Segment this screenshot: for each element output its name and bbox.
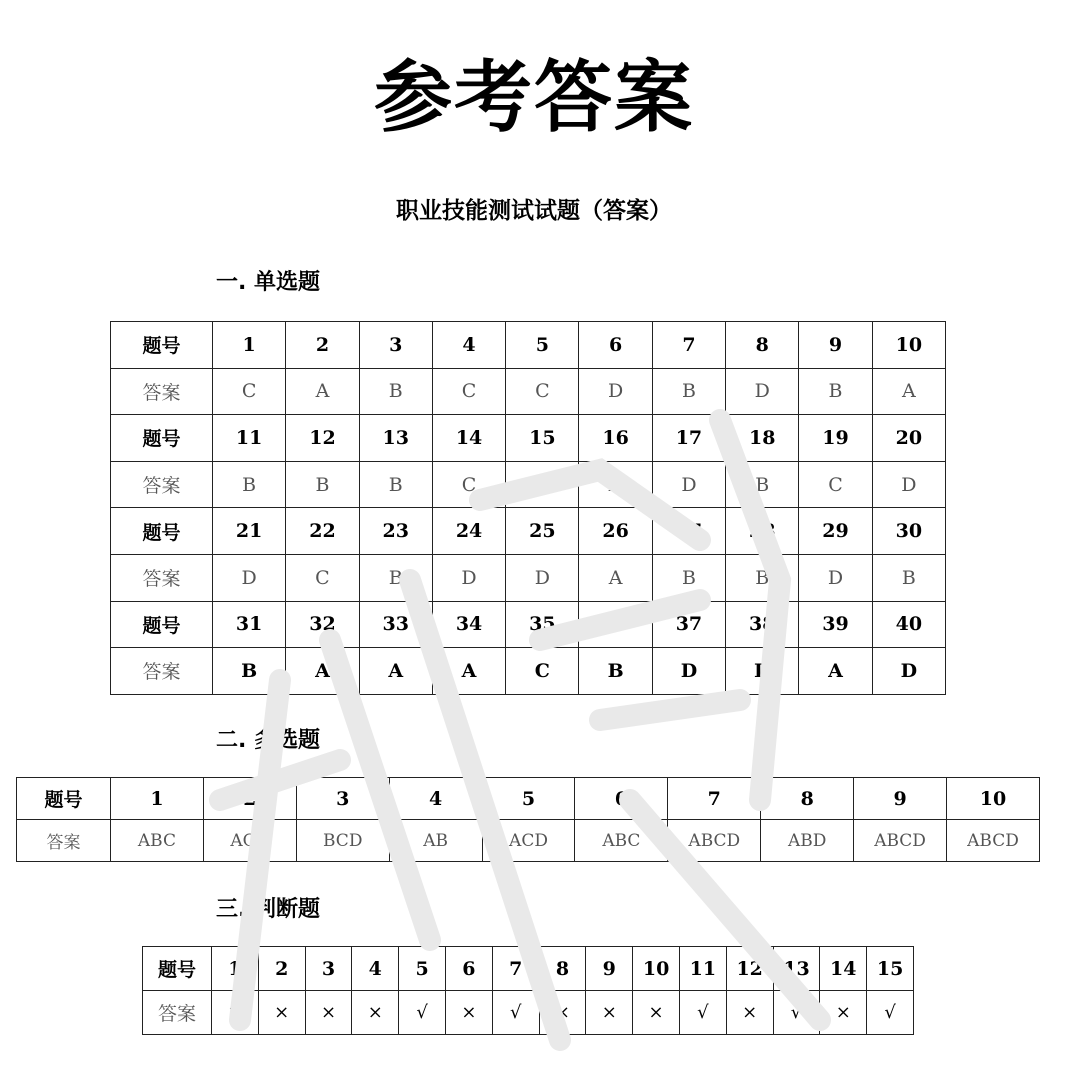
answer-cell: × [539, 991, 586, 1035]
answer-cell: A [872, 368, 945, 415]
question-number-cell: 40 [872, 601, 945, 648]
question-number-label: 题号 [111, 415, 213, 462]
answer-label: 答案 [143, 991, 212, 1035]
question-number-cell: 25 [506, 508, 579, 555]
answer-cell: √ [492, 991, 539, 1035]
answer-cell: C [506, 648, 579, 695]
answer-label: 答案 [111, 648, 213, 695]
answer-cell: ABCD [947, 820, 1040, 862]
question-number-cell: 8 [539, 947, 586, 991]
question-number-cell: 12 [286, 415, 359, 462]
question-number-cell: 34 [432, 601, 505, 648]
answer-cell: C [506, 368, 579, 415]
answer-cell: D [506, 554, 579, 601]
answer-cell: D [726, 648, 799, 695]
question-number-cell: 4 [389, 778, 482, 820]
question-number-cell: 10 [633, 947, 680, 991]
question-number-cell: 39 [799, 601, 872, 648]
table-row [143, 947, 914, 991]
question-number-cell: 24 [432, 508, 505, 555]
question-number-cell: 3 [305, 947, 352, 991]
answer-cell: ACD [482, 820, 575, 862]
question-number-cell: 19 [799, 415, 872, 462]
answer-cell: A [579, 461, 652, 508]
table-row [111, 322, 946, 369]
answer-cell: ABCD [668, 820, 761, 862]
answer-cell: B [799, 368, 872, 415]
question-number-cell: 3 [359, 322, 432, 369]
answer-cell: BCD [296, 820, 389, 862]
answer-label: 答案 [17, 820, 111, 862]
question-number-cell: 36 [579, 601, 652, 648]
answer-cell: ABD [761, 820, 854, 862]
answer-cell: × [586, 991, 633, 1035]
question-number-cell: 13 [359, 415, 432, 462]
page-title: 参考答案 [373, 53, 694, 143]
question-number-cell: 7 [652, 322, 725, 369]
question-number-cell: 14 [432, 415, 505, 462]
question-number-cell: 30 [872, 508, 945, 555]
question-number-cell: 5 [399, 947, 446, 991]
question-number-cell: 13 [773, 947, 820, 991]
question-number-label: 题号 [111, 508, 213, 555]
single-choice-table [110, 321, 946, 695]
table-row [111, 648, 946, 695]
table-row [111, 461, 946, 508]
answer-cell: × [212, 991, 259, 1035]
answer-cell: × [726, 991, 773, 1035]
answer-cell: B [213, 648, 286, 695]
question-number-cell: 4 [352, 947, 399, 991]
question-number-cell: 6 [575, 778, 668, 820]
answer-cell: ABC [111, 820, 204, 862]
question-number-cell: 23 [359, 508, 432, 555]
answer-cell: A [359, 648, 432, 695]
table-row [17, 778, 1040, 820]
answer-cell: A [799, 648, 872, 695]
question-number-cell: 22 [286, 508, 359, 555]
answer-cell: B [579, 648, 652, 695]
question-number-cell: 15 [506, 415, 579, 462]
question-number-cell: 4 [432, 322, 505, 369]
question-number-cell: 7 [668, 778, 761, 820]
section-true-false-heading: 三. 判断题 [216, 897, 321, 922]
section-multiple-choice-heading: 二. 多选题 [216, 728, 321, 753]
question-number-cell: 11 [679, 947, 726, 991]
question-number-cell: 9 [854, 778, 947, 820]
answer-cell: B [359, 368, 432, 415]
question-number-cell: 6 [579, 322, 652, 369]
question-number-cell: 8 [761, 778, 854, 820]
question-number-cell: 10 [947, 778, 1040, 820]
answer-cell: D [652, 461, 725, 508]
answer-cell: A [286, 648, 359, 695]
answer-label: 答案 [111, 368, 213, 415]
question-number-cell: 29 [799, 508, 872, 555]
answer-cell: √ [399, 991, 446, 1035]
answer-cell: B [872, 554, 945, 601]
question-number-cell: 37 [652, 601, 725, 648]
true-false-table [142, 946, 914, 1035]
document-subtitle: 职业技能测试试题（答案） [396, 198, 672, 224]
question-number-cell: 28 [726, 508, 799, 555]
question-number-cell: 15 [867, 947, 914, 991]
answer-cell: × [352, 991, 399, 1035]
question-number-cell: 1 [212, 947, 259, 991]
answer-cell: B [652, 554, 725, 601]
question-number-cell: 10 [872, 322, 945, 369]
table-row [17, 820, 1040, 862]
answer-cell: √ [679, 991, 726, 1035]
answer-cell: ACD [203, 820, 296, 862]
answer-cell: B [359, 554, 432, 601]
answer-cell: D [799, 554, 872, 601]
answer-cell: × [445, 991, 492, 1035]
question-number-cell: 27 [652, 508, 725, 555]
question-number-cell: 17 [652, 415, 725, 462]
question-number-cell: 38 [726, 601, 799, 648]
answer-cell: ABC [575, 820, 668, 862]
question-number-cell: 14 [820, 947, 867, 991]
answer-cell: D [213, 554, 286, 601]
answer-cell: D [432, 554, 505, 601]
answer-cell: C [799, 461, 872, 508]
section-single-choice-heading: 一. 单选题 [216, 270, 321, 295]
answer-cell: B [652, 368, 725, 415]
question-number-cell: 32 [286, 601, 359, 648]
question-number-cell: 18 [726, 415, 799, 462]
answer-cell: A [432, 648, 505, 695]
question-number-cell: 9 [586, 947, 633, 991]
answer-cell: × [305, 991, 352, 1035]
question-number-label: 题号 [111, 601, 213, 648]
answer-cell: A [579, 554, 652, 601]
question-number-cell: 2 [286, 322, 359, 369]
answer-cell: √ [867, 991, 914, 1035]
answer-cell: C [432, 368, 505, 415]
question-number-cell: 33 [359, 601, 432, 648]
question-number-cell: 20 [872, 415, 945, 462]
question-number-cell: 12 [726, 947, 773, 991]
answer-cell: D [652, 648, 725, 695]
question-number-cell: 5 [482, 778, 575, 820]
question-number-cell: 6 [445, 947, 492, 991]
question-number-label: 题号 [111, 322, 213, 369]
answer-cell: ABCD [854, 820, 947, 862]
question-number-label: 题号 [143, 947, 212, 991]
question-number-cell: 5 [506, 322, 579, 369]
answer-cell: √ [773, 991, 820, 1035]
answer-label: 答案 [111, 554, 213, 601]
question-number-cell: 35 [506, 601, 579, 648]
question-number-cell: 26 [579, 508, 652, 555]
answer-cell: × [258, 991, 305, 1035]
answer-cell: × [633, 991, 680, 1035]
answer-cell: D [872, 461, 945, 508]
question-number-cell: 3 [296, 778, 389, 820]
question-number-cell: 11 [213, 415, 286, 462]
question-number-cell: 21 [213, 508, 286, 555]
answer-cell: D [726, 368, 799, 415]
table-row [111, 601, 946, 648]
table-row [143, 991, 914, 1035]
question-number-cell: 1 [111, 778, 204, 820]
answer-cell: C [213, 368, 286, 415]
answer-cell: B [726, 554, 799, 601]
table-row [111, 508, 946, 555]
answer-label: 答案 [111, 461, 213, 508]
question-number-cell: 2 [203, 778, 296, 820]
question-number-cell: 2 [258, 947, 305, 991]
answer-cell: D [872, 648, 945, 695]
answer-cell: B [359, 461, 432, 508]
answer-cell: B [726, 461, 799, 508]
table-row [111, 368, 946, 415]
answer-cell: C [286, 554, 359, 601]
answer-cell: B [213, 461, 286, 508]
question-number-cell: 1 [213, 322, 286, 369]
table-row [111, 554, 946, 601]
question-number-cell: 31 [213, 601, 286, 648]
answer-cell: C [506, 461, 579, 508]
table-row [111, 415, 946, 462]
question-number-cell: 7 [492, 947, 539, 991]
question-number-cell: 9 [799, 322, 872, 369]
question-number-cell: 8 [726, 322, 799, 369]
answer-cell: B [286, 461, 359, 508]
multiple-choice-table [16, 777, 1040, 862]
answer-cell: A [286, 368, 359, 415]
answer-cell: C [432, 461, 505, 508]
question-number-label: 题号 [17, 778, 111, 820]
answer-cell: D [579, 368, 652, 415]
question-number-cell: 16 [579, 415, 652, 462]
answer-cell: AB [389, 820, 482, 862]
answer-cell: × [820, 991, 867, 1035]
